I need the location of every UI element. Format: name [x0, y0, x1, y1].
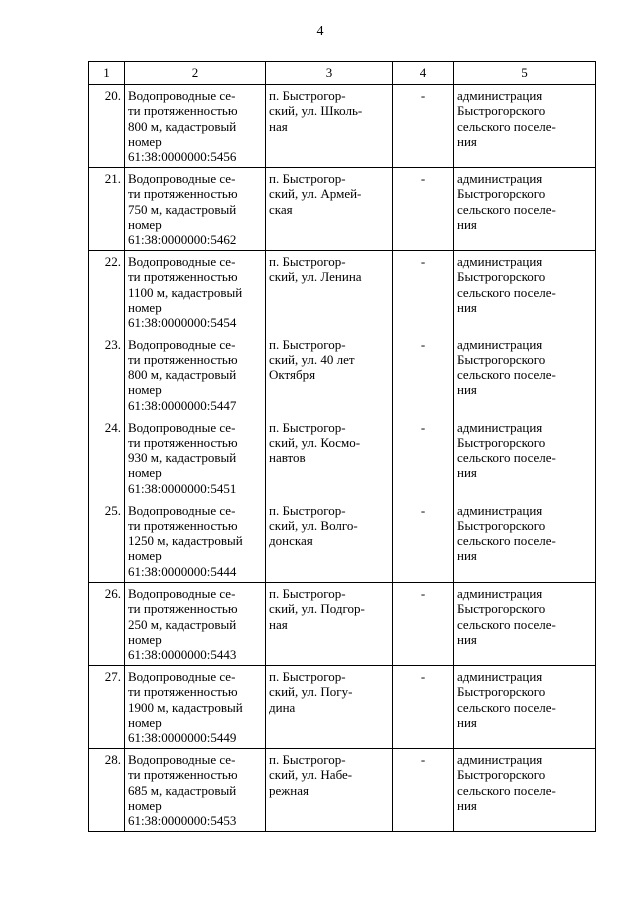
owner-line: Быстрогорского	[457, 517, 546, 533]
object-address	[266, 85, 393, 168]
row-number: 22.	[89, 251, 125, 334]
description-line: 685 м, кадастровый	[128, 782, 237, 798]
address-line: ский, ул. Космо-	[269, 434, 361, 450]
description-line: 930 м, кадастровый	[128, 450, 237, 466]
row-number: 26.	[89, 583, 125, 666]
object-description	[125, 583, 266, 666]
description-line: ти протяженностью	[128, 269, 238, 285]
object-address	[266, 666, 393, 749]
owner-line: администрация	[457, 669, 543, 684]
object-address	[266, 749, 393, 832]
row-number: 20.	[89, 85, 125, 168]
owner-line: Быстрогорского	[457, 684, 546, 700]
column-header-5: 5	[454, 62, 596, 85]
table-row	[89, 500, 596, 583]
object-description	[125, 666, 266, 749]
column-header-4: 4	[393, 62, 454, 85]
address-line: п. Быстрогор-	[269, 171, 346, 186]
description-line: Водопроводные се-	[128, 254, 236, 269]
address-line: ская	[269, 201, 293, 217]
address-line: п. Быстрогор-	[269, 419, 346, 435]
description-line: номер	[128, 133, 162, 149]
description-line: Водопроводные се-	[128, 586, 236, 601]
description-line: 61:38:0000000:5453	[128, 813, 237, 829]
description-line: 61:38:0000000:5454	[128, 315, 237, 331]
description-line: Водопроводные се-	[128, 419, 236, 435]
owner-line: ния	[457, 216, 477, 232]
object-owner	[454, 334, 596, 417]
owner-line: администрация	[457, 586, 543, 601]
address-line: п. Быстрогор-	[269, 88, 346, 103]
description-line: 61:38:0000000:5451	[128, 480, 237, 496]
object-owner	[454, 168, 596, 251]
column-4-value: -	[393, 168, 454, 251]
description-line: ти протяженностью	[128, 767, 238, 783]
object-description	[125, 500, 266, 583]
table-header-row	[89, 62, 596, 85]
row-number: 27.	[89, 666, 125, 749]
owner-line: сельского поселе-	[457, 450, 556, 466]
object-description	[125, 417, 266, 500]
table-row	[89, 251, 596, 334]
owner-line: Быстрогорского	[457, 269, 546, 285]
object-owner	[454, 251, 596, 334]
object-owner	[454, 583, 596, 666]
column-4-value: -	[393, 85, 454, 168]
table-row	[89, 334, 596, 417]
table-row	[89, 168, 596, 251]
address-line: ский, ул. Набе-	[269, 767, 353, 783]
address-line: ский, ул. Волго-	[269, 517, 358, 533]
owner-line: сельского поселе-	[457, 284, 556, 300]
address-line: ная	[269, 616, 288, 632]
description-line: ти протяженностью	[128, 351, 238, 367]
owner-line: администрация	[457, 419, 543, 435]
owner-line: ния	[457, 714, 477, 730]
page-number: 4	[316, 24, 324, 39]
owner-line: Быстрогорского	[457, 186, 546, 202]
table-body	[89, 85, 596, 832]
owner-line: администрация	[457, 752, 543, 767]
address-line: ский, ул. Погу-	[269, 684, 353, 700]
table-row	[89, 583, 596, 666]
row-number: 21.	[89, 168, 125, 251]
column-header-2: 2	[125, 62, 266, 85]
description-line: Водопроводные се-	[128, 88, 236, 103]
description-line: ти протяженностью	[128, 601, 238, 617]
column-header-3: 3	[266, 62, 393, 85]
table-row	[89, 85, 596, 168]
column-4-value: -	[393, 583, 454, 666]
object-description	[125, 334, 266, 417]
description-line: 61:38:0000000:5449	[128, 730, 237, 746]
object-address	[266, 168, 393, 251]
object-description	[125, 85, 266, 168]
address-line: п. Быстрогор-	[269, 336, 346, 352]
description-line: 61:38:0000000:5443	[128, 647, 237, 663]
owner-line: ния	[457, 631, 477, 647]
row-number: 25.	[89, 500, 125, 583]
object-owner	[454, 85, 596, 168]
description-line: 61:38:0000000:5462	[128, 232, 237, 248]
description-line: 250 м, кадастровый	[128, 616, 237, 632]
owner-line: сельского поселе-	[457, 367, 556, 383]
owner-line: администрация	[457, 502, 543, 518]
owner-line: сельского поселе-	[457, 782, 556, 798]
description-line: ти протяженностью	[128, 186, 238, 202]
description-line: 800 м, кадастровый	[128, 367, 237, 383]
object-address	[266, 500, 393, 583]
description-line: Водопроводные се-	[128, 171, 236, 186]
address-line: ная	[269, 118, 288, 134]
description-line: ти протяженностью	[128, 517, 238, 533]
owner-line: сельского поселе-	[457, 533, 556, 549]
address-line: Октября	[269, 367, 316, 383]
description-line: номер	[128, 465, 162, 481]
description-line: номер	[128, 382, 162, 398]
address-line: п. Быстрогор-	[269, 502, 346, 518]
object-address	[266, 251, 393, 334]
owner-line: ния	[457, 299, 477, 315]
object-owner	[454, 500, 596, 583]
address-line: ский, ул. Подгор-	[269, 601, 365, 617]
row-number: 23.	[89, 334, 125, 417]
address-line: ский, ул. Школь-	[269, 103, 363, 119]
owner-line: Быстрогорского	[457, 601, 546, 617]
description-line: 1100 м, кадастровый	[128, 284, 243, 300]
owner-line: ния	[457, 797, 477, 813]
registry-table	[88, 61, 596, 832]
owner-line: Быстрогорского	[457, 767, 546, 783]
description-line: ти протяженностью	[128, 684, 238, 700]
address-line: п. Быстрогор-	[269, 254, 346, 269]
address-line: п. Быстрогор-	[269, 669, 346, 684]
column-4-value: -	[393, 251, 454, 334]
description-line: ти протяженностью	[128, 103, 238, 119]
address-line: ский, ул. 40 лет	[269, 351, 355, 367]
owner-line: администрация	[457, 88, 543, 103]
column-4-value: -	[393, 749, 454, 832]
address-line: режная	[269, 782, 309, 798]
address-line: ский, ул. Ленина	[269, 269, 362, 285]
owner-line: администрация	[457, 254, 543, 269]
description-line: Водопроводные се-	[128, 669, 236, 684]
description-line: номер	[128, 714, 162, 730]
address-line: донская	[269, 533, 313, 549]
object-address	[266, 417, 393, 500]
description-line: номер	[128, 797, 162, 813]
description-line: номер	[128, 631, 162, 647]
description-line: Водопроводные се-	[128, 752, 236, 767]
address-line: дина	[269, 699, 296, 715]
table-row	[89, 666, 596, 749]
column-4-value: -	[393, 417, 454, 500]
table-row	[89, 417, 596, 500]
table-row	[89, 749, 596, 832]
column-4-value: -	[393, 500, 454, 583]
column-header-1: 1	[89, 62, 125, 85]
owner-line: сельского поселе-	[457, 201, 556, 217]
column-4-value: -	[393, 666, 454, 749]
object-owner	[454, 666, 596, 749]
description-line: 1250 м, кадастровый	[128, 533, 243, 549]
description-line: номер	[128, 548, 162, 564]
row-number: 28.	[89, 749, 125, 832]
owner-line: Быстрогорского	[457, 103, 546, 119]
owner-line: администрация	[457, 336, 543, 352]
row-number: 24.	[89, 417, 125, 500]
owner-line: Быстрогорского	[457, 434, 546, 450]
address-line: п. Быстрогор-	[269, 752, 346, 767]
owner-line: администрация	[457, 171, 543, 186]
owner-line: ния	[457, 465, 477, 481]
description-line: Водопроводные се-	[128, 336, 236, 352]
address-line: п. Быстрогор-	[269, 586, 346, 601]
object-address	[266, 334, 393, 417]
object-address	[266, 583, 393, 666]
object-description	[125, 749, 266, 832]
owner-line: сельского поселе-	[457, 616, 556, 632]
object-description	[125, 251, 266, 334]
description-line: 800 м, кадастровый	[128, 118, 237, 134]
owner-line: ния	[457, 133, 477, 149]
object-owner	[454, 749, 596, 832]
address-line: ский, ул. Армей-	[269, 186, 362, 202]
description-line: ти протяженностью	[128, 434, 238, 450]
description-line: Водопроводные се-	[128, 502, 236, 518]
description-line: 61:38:0000000:5447	[128, 397, 237, 413]
description-line: 1900 м, кадастровый	[128, 699, 243, 715]
owner-line: ния	[457, 548, 477, 564]
description-line: номер	[128, 299, 162, 315]
object-owner	[454, 417, 596, 500]
description-line: 61:38:0000000:5456	[128, 149, 237, 165]
owner-line: сельского поселе-	[457, 118, 556, 134]
owner-line: Быстрогорского	[457, 351, 546, 367]
description-line: номер	[128, 216, 162, 232]
description-line: 61:38:0000000:5444	[128, 563, 237, 579]
column-4-value: -	[393, 334, 454, 417]
description-line: 750 м, кадастровый	[128, 201, 237, 217]
owner-line: сельского поселе-	[457, 699, 556, 715]
address-line: навтов	[269, 450, 306, 466]
object-description	[125, 168, 266, 251]
owner-line: ния	[457, 382, 477, 398]
